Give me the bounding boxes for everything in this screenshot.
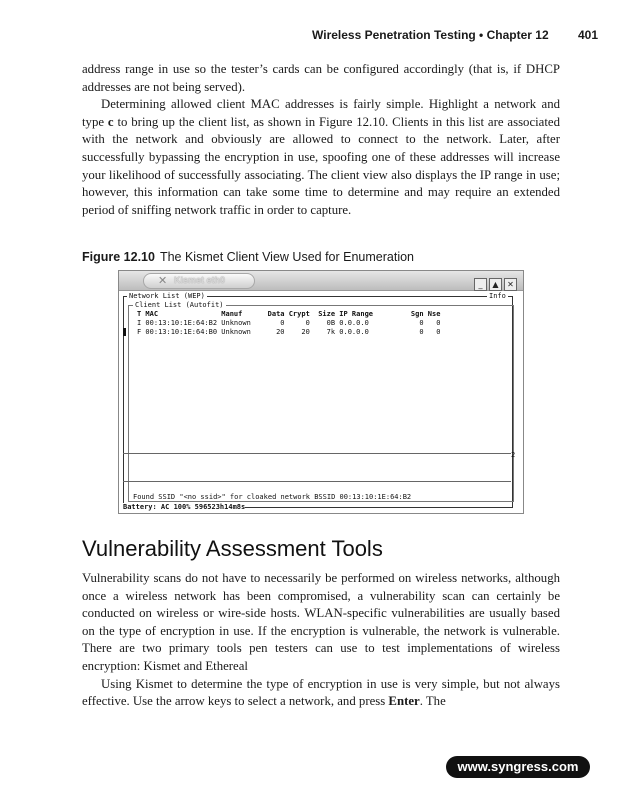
key-c: c [107,114,114,129]
figure-caption [82,250,414,264]
window-buttons [472,274,517,292]
paragraph-kismet-encryption [82,676,560,711]
paragraph-text: . The [419,694,446,709]
status-line: Found SSID "<no ssid>" for cloaked network BSSID 00:13:10:1E:64:B2 [133,493,412,501]
divider [123,453,511,454]
client-row[interactable]: I 00:13:10:1E:64:B2 Unknown 0 0 0B 0.0.0.0 0 0 [137,319,441,327]
paragraph-text: to bring up the client list, as shown in Figure 12.10. Clients in this list are associated with the network and obviously are allowed to connect to the network. Later, after successfully bypassing the encryption in use, spoofing one of these addresses will increase your likelihood of successfully associating. The client view also displays the IP range in use; however, this information can take some time to determine and may require an extended period of sniffing network traffic in order to capture. [82,114,561,217]
client-columns-header: T MAC Manuf Data Crypt Size IP Range Sgn Nse [137,310,441,318]
running-title: Wireless Penetration Testing • Chapter 12 [312,28,549,42]
scroll-marker [123,328,126,336]
key-enter: Enter [388,694,420,709]
x-logo-icon: ✕ [158,275,168,287]
window-title-pill [143,273,255,289]
divider [123,481,511,482]
page-number: 401 [577,28,598,42]
kismet-screenshot [118,270,524,514]
paragraph-continued: address range in use so the tester’s cards can be configured accordingly (that is, if DHCP addresses are not being served). [82,62,560,94]
client-row[interactable]: F 00:13:10:1E:64:B0 Unknown 20 20 7k 0.0.0.0 0 0 [137,328,441,336]
info-label: Info [489,292,506,300]
paragraph-text: Using Kismet to determine the type of encryption in use is very simple, but not always effective. Use the arrow keys to select a network, and press [82,676,560,709]
client-list-title: Client List (Autofit) [135,301,224,309]
maximize-icon[interactable]: ▲ [489,278,502,291]
close-icon[interactable]: ✕ [504,278,517,291]
paragraph-client-mac [82,96,560,219]
window-title: Kismet eth0 [174,275,226,285]
battery-line: Battery: AC 100% 596523h14m8s [123,503,246,511]
terminal-area [119,291,523,513]
paragraph-vuln-scans: Vulnerability scans do not have to necessarily be performed on wireless networks, although once a wireless network has been compromised, a vulnerability scan can certainly be conducted on wireless or wire-side hosts. WLAN-specific vulnerabilities are usually based on the type of encryption in use. If the encryption is vulnerable, the network is vulnerable. There are two primary tools pen testers can use to test implementations of wireless encryption: Kismet and Ethereal [82,571,560,673]
right-edge-marker: 2 [511,451,516,459]
body-text-top [82,61,560,219]
network-list-title: Network List (WEP) [129,292,205,300]
running-header [312,28,598,42]
footer-url-badge[interactable]: www.syngress.com [446,756,590,778]
figure-label: Figure 12.10 [82,250,155,264]
window-titlebar [119,271,523,291]
figure-caption-text: The Kismet Client View Used for Enumeration [159,250,414,264]
paragraph-text: Determining allowed client MAC addresses is fairly simple. Highlight a network and type [82,97,560,129]
section-heading: Vulnerability Assessment Tools [82,536,383,561]
body-text-section [82,570,560,711]
minimize-icon[interactable]: _ [474,278,487,291]
